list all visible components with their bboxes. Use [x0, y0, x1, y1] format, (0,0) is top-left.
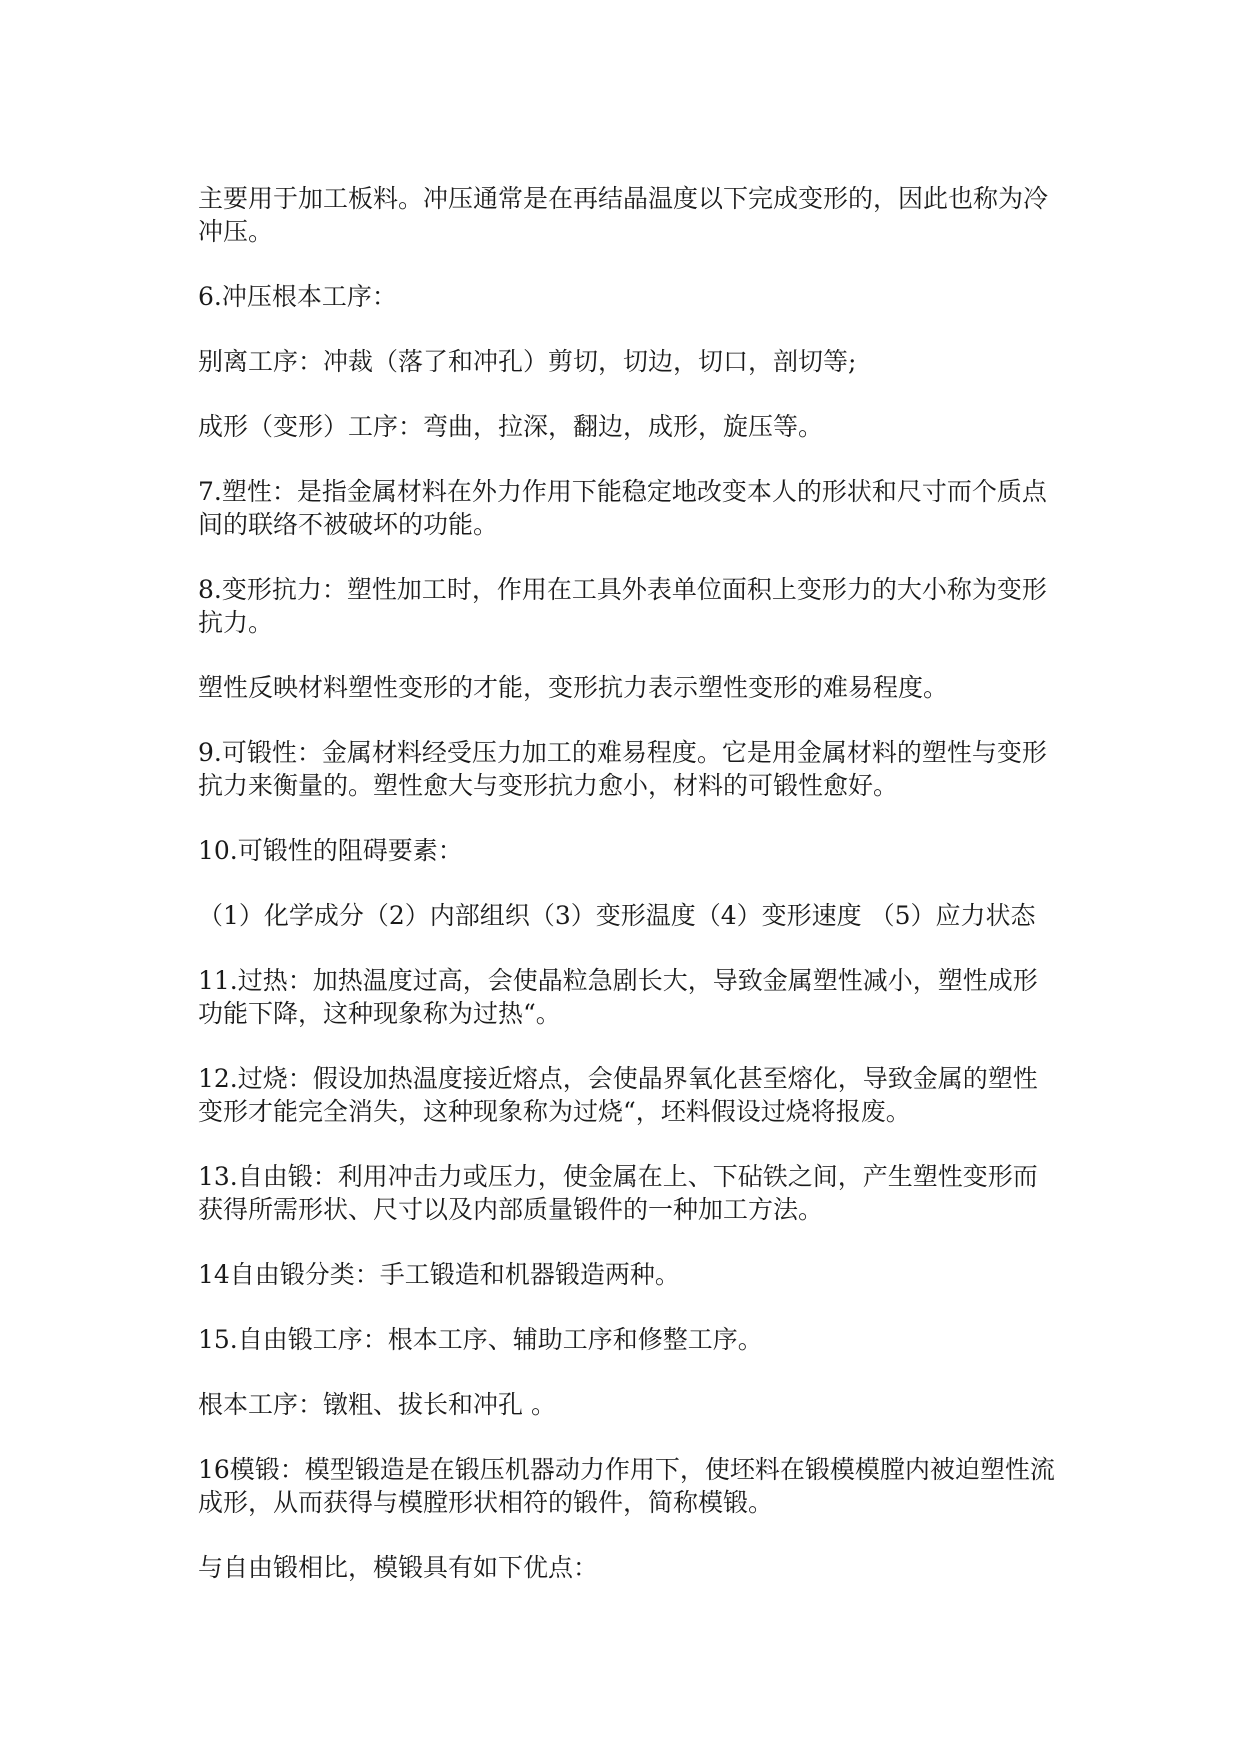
paragraph-forming-processes: 成形（变形）工序：弯曲，拉深，翻边，成形，旋压等。: [198, 412, 824, 441]
paragraph-die-forging: 16模锻：模型锻造是在锻压机器动力作用下，使坯料在锻模模膛内被迫塑性流成形，从而获得与模膛形状相符的锻件，简称模锻。: [198, 1455, 1055, 1517]
paragraph-free-forging-processes: 15.自由锻工序：根本工序、辅助工序和修整工序。: [198, 1325, 763, 1354]
paragraph-stamping-intro: 主要用于加工板料。冲压通常是在再结晶温度以下完成变形的，因此也称为冷冲压。: [198, 184, 1049, 246]
paragraph-separation-processes: 别离工序：冲裁（落了和冲孔）剪切，切边，切口，剖切等;: [198, 347, 857, 376]
paragraph-plasticity-vs-resistance: 塑性反映材料塑性变形的才能，变形抗力表示塑性变形的难易程度。: [198, 673, 949, 702]
paragraph-free-forging-types: 14自由锻分类：手工锻造和机器锻造两种。: [198, 1260, 680, 1289]
paragraph-forgeability: 9.可锻性：金属材料经受压力加工的难易程度。它是用金属材料的塑性与变形抗力来衡量的。塑性愈大与变形抗力愈小，材料的可锻性愈好。: [198, 738, 1047, 800]
document-body: [198, 182, 1058, 1616]
paragraph-overburning: 12.过烧：假设加热温度接近熔点，会使晶界氧化甚至熔化，导致金属的塑性变形才能完全消失，这种现象称为过烧“，坯料假设过烧将报废。: [198, 1064, 1038, 1126]
paragraph-forgeability-factors-heading: 10.可锻性的阻碍要素：: [198, 836, 463, 865]
paragraph-deformation-resistance: 8.变形抗力：塑性加工时，作用在工具外表单位面积上变形力的大小称为变形抗力。: [198, 575, 1047, 637]
paragraph-basic-processes: 根本工序：镦粗、拔长和冲孔 。: [198, 1390, 556, 1419]
paragraph-stamping-basic-processes: 6.冲压根本工序：: [198, 282, 397, 311]
paragraph-die-forging-advantages: 与自由锻相比，模锻具有如下优点：: [198, 1553, 599, 1582]
paragraph-free-forging: 13.自由锻：利用冲击力或压力，使金属在上、下砧铁之间，产生塑性变形而获得所需形状、尺寸以及内部质量锻件的一种加工方法。: [198, 1162, 1038, 1224]
paragraph-overheating: 11.过热：加热温度过高，会使晶粒急剧长大，导致金属塑性减小，塑性成形功能下降，这种现象称为过热“。: [198, 966, 1038, 1028]
paragraph-forgeability-factors-list: （1）化学成分（2）内部组织（3）变形温度（4）变形速度 （5）应力状态: [198, 901, 1036, 930]
paragraph-plasticity: 7.塑性：是指金属材料在外力作用下能稳定地改变本人的形状和尺寸而个质点间的联络不被破坏的功能。: [198, 477, 1047, 539]
